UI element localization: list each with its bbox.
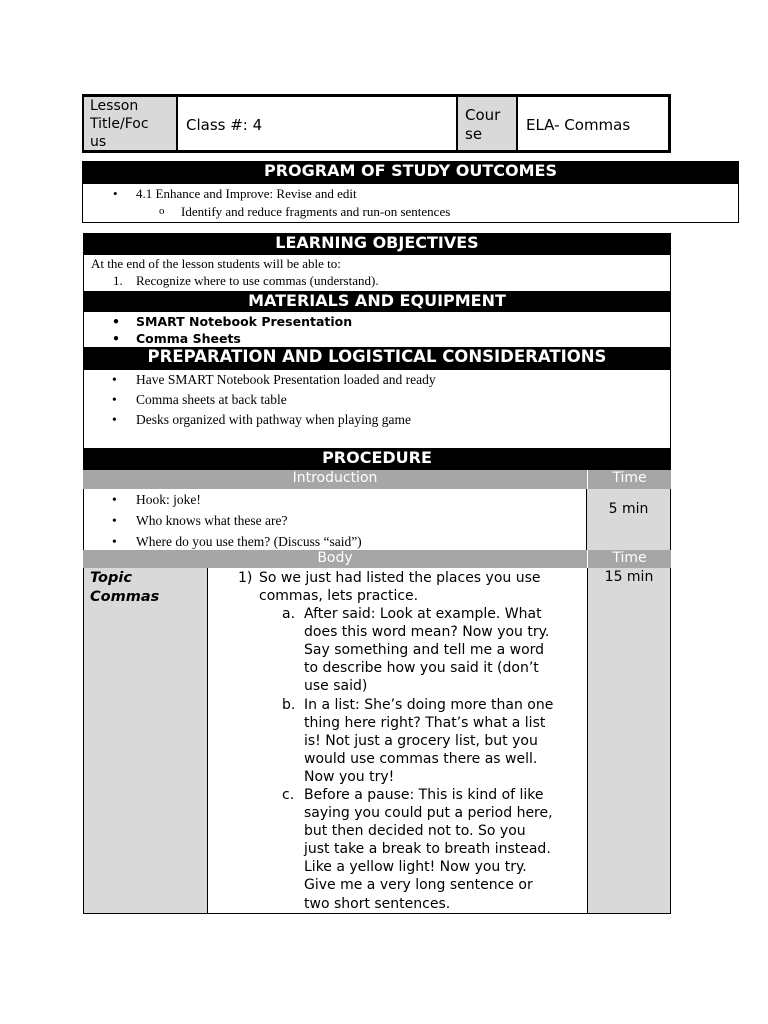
topic-label: Topic: [90, 570, 132, 586]
subitem-marker: b.: [282, 697, 296, 713]
outcomes-box: [82, 183, 739, 223]
subitem-line: use said): [304, 678, 368, 695]
subitem-line: saying you could put a period here,: [304, 805, 553, 822]
introduction-header: Introduction: [83, 470, 587, 489]
outcomes-subitem-marker: o: [159, 205, 165, 217]
subitem-line: thing here right? That’s what a list: [304, 715, 546, 732]
subitem-line: does this word mean? Now you try.: [304, 624, 550, 641]
objectives-item-number: 1.: [113, 273, 123, 288]
procedure-heading: PROCEDURE: [83, 448, 671, 470]
step-number: 1): [238, 570, 253, 586]
outcomes-bullet: •: [113, 186, 118, 201]
course-label-line: Cour: [465, 106, 501, 124]
introduction-time-header: Time: [587, 470, 671, 489]
subitem-line: just take a break to breath instead.: [304, 841, 551, 858]
subitem-marker: a.: [282, 606, 296, 622]
preparation-item: • Desks organized with pathway when playing game: [84, 410, 436, 430]
preparation-item: • Have SMART Notebook Presentation loaded and ready: [84, 370, 436, 390]
subitem-line: would use commas there as well.: [304, 751, 538, 768]
preparation-box: [83, 370, 671, 448]
subitem-line: two short sentences.: [304, 895, 451, 912]
preparation-item: • Comma sheets at back table: [84, 390, 436, 410]
preparation-heading: PREPARATION AND LOGISTICAL CONSIDERATIONS: [83, 347, 671, 370]
subitem-line: but then decided not to. So you: [304, 823, 526, 840]
introduction-time-cell: [587, 489, 671, 550]
subitem-line: Before a pause: This is kind of like: [304, 787, 544, 803]
class-number-cell: [178, 97, 456, 150]
objectives-heading: LEARNING OBJECTIVES: [83, 233, 671, 255]
body-header: Body: [83, 550, 587, 568]
materials-item: • Comma Sheets: [84, 330, 352, 347]
step-line: commas, lets practice.: [259, 588, 419, 605]
introduction-item: • Hook: joke!: [84, 489, 362, 510]
step-line: So we just had listed the places you use: [259, 570, 541, 586]
objectives-item: Recognize where to use commas (understand).: [136, 273, 379, 288]
subitem-line: Now you try!: [304, 769, 395, 786]
lesson-title-label-line: us: [90, 134, 107, 150]
introduction-item: • Who knows what these are?: [84, 510, 362, 531]
lesson-title-label-line: Title/Foc: [90, 116, 149, 132]
body-time: 15 min: [604, 569, 654, 585]
course-label-line: se: [465, 125, 483, 143]
topic-cell: [83, 568, 208, 914]
outcomes-subitem: Identify and reduce fragments and run-on sentences: [181, 204, 451, 219]
lesson-title-label-line: Lesson: [90, 98, 139, 114]
materials-box: [83, 312, 671, 348]
materials-heading: MATERIALS AND EQUIPMENT: [83, 291, 671, 312]
objectives-intro: At the end of the lesson students will be able to:: [91, 256, 341, 271]
subitem-line: In a list: She’s doing more than one: [304, 697, 554, 713]
introduction-time: 5 min: [608, 501, 649, 517]
subitem-line: Like a yellow light! Now you try.: [304, 859, 527, 876]
introduction-item: • Where do you use them? (Discuss “said”): [84, 531, 362, 552]
introduction-content: [83, 489, 587, 550]
subitem-marker: c.: [282, 787, 295, 803]
course-label-cell: [458, 97, 516, 150]
course-value: ELA- Commas: [526, 116, 631, 134]
subitem-line: Give me a very long sentence or: [304, 877, 533, 894]
outcomes-item: 4.1 Enhance and Improve: Revise and edit: [136, 186, 357, 201]
outcomes-heading: PROGRAM OF STUDY OUTCOMES: [82, 161, 739, 183]
body-time-header: Time: [587, 550, 671, 568]
subitem-line: is! Not just a grocery list, but you: [304, 733, 538, 750]
materials-item: • SMART Notebook Presentation: [84, 313, 352, 330]
body-content: [208, 568, 587, 914]
subitem-line: Say something and tell me a word: [304, 642, 545, 659]
class-number: Class #: 4: [186, 116, 263, 134]
body-time-cell: [587, 568, 671, 914]
subitem-line: After said: Look at example. What: [304, 606, 542, 622]
subitem-line: to describe how you said it (don’t: [304, 660, 539, 677]
lesson-title-label-cell: [84, 97, 176, 150]
objectives-box: [83, 255, 671, 291]
topic-value: Commas: [90, 589, 160, 605]
lesson-header-table: [82, 94, 671, 153]
course-value-cell: [518, 97, 668, 150]
